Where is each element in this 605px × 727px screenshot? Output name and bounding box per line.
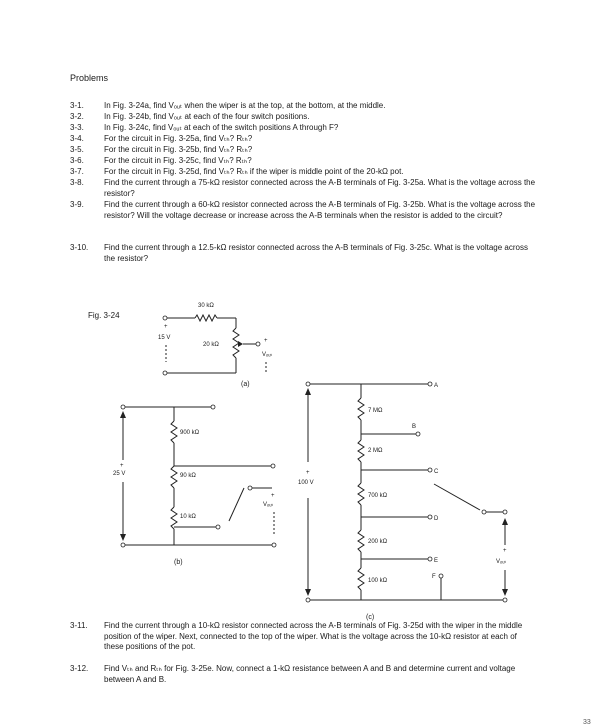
caption-a: (a): [241, 381, 250, 388]
resistor-200k: [358, 530, 364, 552]
vout-label: Vₒᵤₜ: [262, 352, 273, 358]
figure-title: Fig. 3-24: [88, 311, 120, 320]
switch-contact: [216, 525, 220, 529]
tap-F: [439, 574, 443, 578]
problem-text: Find the current through a 60-kΩ resistor connected across the A-B terminals of Fig. 3-25b. What is the voltage across the resistor? Will the voltage decrease or increase across the A-B terminals when the resistor is added to the circuit?: [104, 200, 536, 220]
resistor-2M: [358, 440, 364, 462]
tap-label-E: E: [434, 558, 439, 564]
svg-text:+: +: [120, 463, 124, 469]
problem-number: 3-8.: [70, 178, 84, 187]
resistor-label: 2 MΩ: [368, 448, 383, 454]
problem-text: In Fig. 3-24b, find Vₒᵤₜ at each of the four switch positions.: [104, 112, 310, 121]
source-label: 15 V: [158, 335, 171, 341]
resistor-label: 100 kΩ: [368, 578, 388, 584]
switch-pivot: [248, 486, 252, 490]
source-label: 25 V: [113, 471, 126, 477]
resistor-30k: [195, 315, 217, 321]
resistor-90k: [171, 466, 177, 488]
resistor-100k: [358, 568, 364, 590]
svg-text:+: +: [264, 338, 268, 344]
page-number: 33: [583, 719, 591, 726]
problem-text: For the circuit in Fig. 3-25b, find Vₜₕ? Rₜₕ?: [104, 145, 253, 154]
problem-number: 3-7.: [70, 167, 84, 176]
terminal-node: [163, 371, 167, 375]
resistor-label: 7 MΩ: [368, 408, 383, 414]
resistor-label: 200 kΩ: [368, 539, 388, 545]
vout-label: Vₒᵤₜ: [263, 502, 274, 508]
problem-text: In Fig. 3-24a, find Vₒᵤₜ when the wiper is at the top, at the bottom, at the middle.: [104, 101, 386, 110]
terminal-node: [306, 382, 310, 386]
tap-label-D: D: [434, 516, 439, 522]
problem-number: 3-3.: [70, 123, 84, 132]
resistor-10k: [171, 507, 177, 529]
resistor-900k: [171, 421, 177, 443]
resistor-label: 10 kΩ: [180, 514, 196, 520]
svg-text:+: +: [164, 324, 168, 330]
problem-text: Find the current through a 75-kΩ resistor connected across the A-B terminals of Fig. 3-25a. What is the voltage across the resistor?: [104, 178, 536, 198]
svg-text:+: +: [306, 470, 310, 476]
rotary-switch: [229, 488, 244, 521]
tap-label-A: A: [434, 383, 439, 389]
caption-b: (b): [174, 559, 183, 566]
wiper-arrow: [238, 341, 243, 347]
terminal-node: [306, 598, 310, 602]
problem-text: For the circuit in Fig. 3-25a, find Vₜₕ? Rₜₕ?: [104, 134, 253, 143]
section-heading: Problems: [70, 73, 109, 83]
problem-text: Find Vₜₕ and Rₜₕ for Fig. 3-25e. Now, connect a 1-kΩ resistance between A and B and determine current and voltage between A and B.: [104, 664, 516, 684]
problem-text: In Fig. 3-24c, find Vₒᵤₜ at each of the switch positions A through F?: [104, 123, 339, 132]
tap-A: [428, 382, 432, 386]
tap-B: [416, 432, 420, 436]
problem-text: For the circuit in Fig. 3-25c, find Vₜₕ? Rₜₕ?: [104, 156, 252, 165]
pot-label: 20 kΩ: [203, 342, 219, 348]
tap-label-B: B: [412, 424, 417, 430]
problem-number: 3-10.: [70, 243, 89, 252]
circuit-c: [298, 382, 508, 621]
terminal-node: [163, 316, 167, 320]
tap-label-C: C: [434, 469, 439, 475]
problem-text: Find the current through a 12.5-kΩ resistor connected across the A-B terminals of Fig. 3-25c. What is the voltage across the resistor?: [104, 243, 528, 263]
svg-text:+: +: [503, 548, 507, 554]
resistor-700k: [358, 483, 364, 505]
problem-text: Find the current through a 10-kΩ resistor connected across the A-B terminals of Fig. 3-25d with the wiper in the middle position of the wiper. Next, connected to the top of the wiper. What is the voltage across the 10-kΩ resistor at each of these positions of the pot.: [104, 621, 523, 652]
tap-C: [428, 468, 432, 472]
resistor-label: 700 kΩ: [368, 493, 388, 499]
resistor-label: 90 kΩ: [180, 473, 196, 479]
switch-contact: [271, 464, 275, 468]
resistor-label: 30 kΩ: [198, 303, 214, 309]
source-label: 100 V: [298, 480, 314, 486]
output-terminal: [503, 598, 507, 602]
circuit-a: [158, 303, 273, 388]
resistor-label: 900 kΩ: [180, 430, 200, 436]
output-terminal: [503, 510, 507, 514]
caption-c: (c): [366, 614, 375, 621]
circuit-b: [113, 405, 276, 566]
switch-pivot: [482, 510, 486, 514]
problem-number: 3-11.: [70, 621, 88, 630]
switch-contact: [211, 405, 215, 409]
tap-label-F: F: [432, 574, 436, 580]
svg-text:+: +: [271, 493, 275, 499]
resistor-7M: [358, 398, 364, 420]
problem-number: 3-1.: [70, 101, 84, 110]
problem-number: 3-12.: [70, 664, 89, 673]
problem-number: 3-2.: [70, 112, 84, 121]
terminal-node: [121, 405, 125, 409]
problem-number: 3-6.: [70, 156, 84, 165]
tap-E: [428, 557, 432, 561]
output-terminal: [256, 342, 260, 346]
problem-number: 3-9.: [70, 200, 84, 209]
terminal-node: [121, 543, 125, 547]
output-terminal: [272, 543, 276, 547]
vout-label: Vₒᵤₜ: [496, 559, 507, 565]
problem-number: 3-4.: [70, 134, 84, 143]
tap-D: [428, 515, 432, 519]
rotary-switch: [434, 484, 480, 510]
problem-text: For the circuit in Fig. 3-25d, find Vₜₕ? Rₜₕ if the wiper is middle point of the 20-kΩ pot.: [104, 167, 404, 176]
problem-number: 3-5.: [70, 145, 84, 154]
